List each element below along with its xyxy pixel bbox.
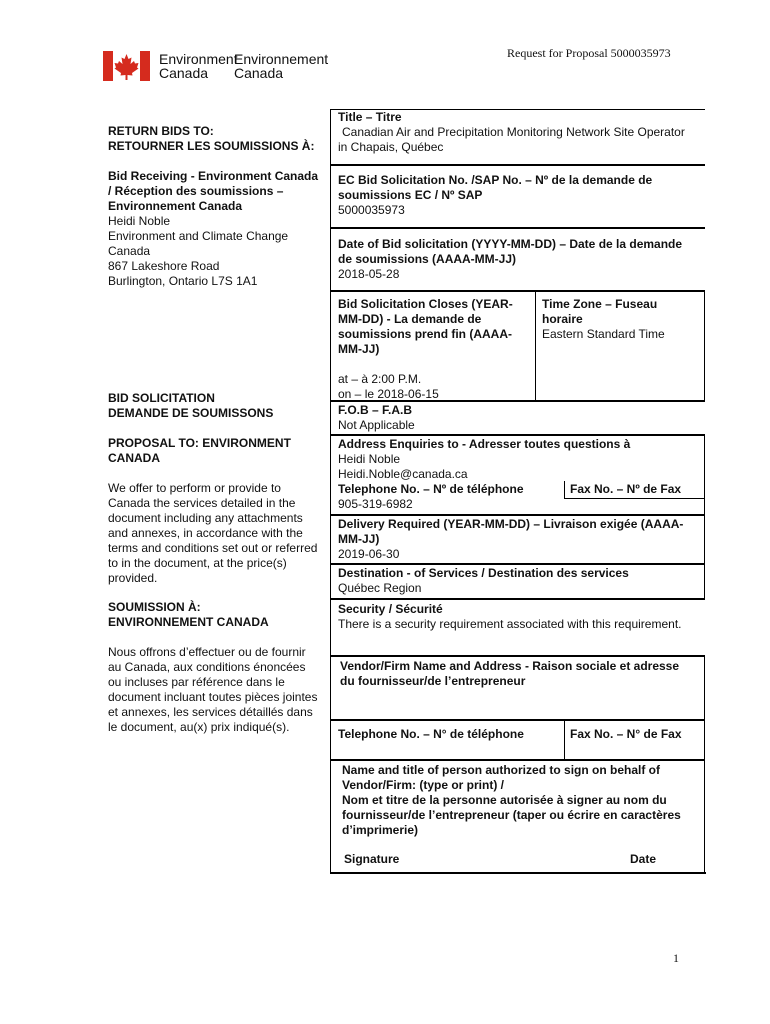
divider: [330, 598, 705, 600]
closes-label: soumissions prend fin (AAAA-: [338, 327, 513, 341]
page-number: 1: [673, 951, 679, 965]
offer-en-line: terms and conditions set out or referred: [108, 541, 318, 555]
logo-en-line1: Environment: [159, 51, 238, 67]
vendor-fax-label: Fax No. – N° de Fax: [570, 727, 682, 741]
timezone-label: Time Zone – Fuseau: [542, 297, 658, 311]
offer-en-line: to in the document, at the price(s): [108, 556, 287, 570]
logo-fr-line2: Canada: [234, 65, 284, 81]
destination-value: Québec Region: [338, 581, 422, 595]
closes-label: Bid Solicitation Closes (YEAR-: [338, 297, 513, 311]
solicitation-date-value: 2018-05-28: [338, 267, 400, 281]
divider: [330, 759, 705, 761]
divider: [330, 227, 705, 229]
divider: [535, 290, 536, 400]
return-bids-heading-en: RETURN BIDS TO:: [108, 124, 214, 138]
closes-time: at – à 2:00 P.M.: [338, 372, 422, 386]
title-label: Title – Titre: [338, 110, 402, 124]
proposal-to-heading: PROPOSAL TO: ENVIRONMENT: [108, 436, 291, 450]
timezone-label: horaire: [542, 312, 583, 326]
bid-receiving-line: / Réception des soumissions –: [108, 184, 284, 198]
offer-fr-line: au Canada, aux conditions énoncées: [108, 660, 306, 674]
offer-fr-line: et annexes, les services détaillés dans: [108, 705, 313, 719]
offer-en-line: document including any attachments: [108, 511, 303, 525]
timezone-value: Eastern Standard Time: [542, 327, 665, 341]
solicitation-date-label: de soumissions (AAAA-MM-JJ): [338, 252, 517, 266]
delivery-label: Delivery Required (YEAR-MM-DD) – Livraison exigée (AAAA-: [338, 517, 684, 531]
address-line: Canada: [108, 244, 151, 258]
vendor-label: du fournisseur/de l’entrepreneur: [340, 674, 526, 688]
logo-en-line2: Canada: [159, 65, 209, 81]
vendor-telephone-label: Telephone No. – N° de téléphone: [338, 727, 524, 741]
authorized-person-label: Nom et titre de la personne autorisée à signer au nom du: [342, 793, 667, 807]
offer-en-line: provided.: [108, 571, 158, 585]
divider: [330, 290, 705, 292]
divider: [330, 655, 705, 657]
solicitation-number-value: 5000035973: [338, 203, 405, 217]
title-value: in Chapais, Québec: [338, 140, 444, 154]
authorized-person-label: fournisseur/de l’entrepreneur (taper ou écrire en caractères: [342, 808, 681, 822]
divider: [704, 290, 705, 400]
closes-date: on – le 2018-06-15: [338, 387, 439, 401]
enquiries-name: Heidi Noble: [338, 452, 401, 466]
address-line: Environment and Climate Change: [108, 229, 289, 243]
divider: [564, 719, 565, 759]
title-value: Canadian Air and Precipitation Monitoring Network Site Operator: [342, 125, 685, 139]
divider: [704, 434, 705, 598]
bid-receiving-line: Bid Receiving - Environment Canada: [108, 169, 319, 183]
bid-receiving-line: Environnement Canada: [108, 199, 243, 213]
telephone-label: Telephone No. – Nº de téléphone: [338, 482, 524, 496]
offer-en-line: and annexes, in accordance with the: [108, 526, 303, 540]
address-line: Burlington, Ontario L7S 1A1: [108, 274, 258, 288]
authorized-person-label: Vendor/Firm: (type or print) /: [342, 778, 505, 792]
fob-value: Not Applicable: [338, 418, 415, 432]
fax-label: Fax No. – Nº de Fax: [570, 482, 682, 496]
bid-solicitation-heading: DEMANDE DE SOUMISSONS: [108, 406, 274, 420]
date-sign-label: Date: [630, 852, 657, 866]
solicitation-number-label: soumissions EC / Nº SAP: [338, 188, 483, 202]
address-line: Heidi Noble: [108, 214, 171, 228]
request-for-proposal-label: Request for Proposal 5000035973: [507, 46, 671, 60]
divider: [330, 719, 705, 721]
offer-en-line: Canada the services detailed in the: [108, 496, 296, 510]
divider: [330, 563, 705, 565]
solicitation-number-label: EC Bid Solicitation No. /SAP No. – Nº de la demande de: [338, 173, 653, 187]
logo-fr-line1: Environnement: [234, 51, 329, 67]
solicitation-date-label: Date of Bid solicitation (YYYY-MM-DD) – Date de la demande: [338, 237, 683, 251]
authorized-person-label: Name and title of person authorized to sign on behalf of: [342, 763, 661, 777]
destination-label: Destination - of Services / Destination des services: [338, 566, 629, 580]
canada-flag-icon: [103, 51, 150, 81]
offer-en-line: We offer to perform or provide to: [108, 481, 281, 495]
proposal-to-heading: CANADA: [108, 451, 160, 465]
divider: [330, 872, 706, 874]
soumission-heading: ENVIRONNEMENT CANADA: [108, 615, 269, 629]
environment-canada-logo: [103, 51, 329, 83]
security-value: There is a security requirement associated with this requirement.: [338, 617, 682, 631]
soumission-heading: SOUMISSION À:: [108, 600, 201, 614]
enquiries-label: Address Enquiries to - Adresser toutes questions à: [338, 437, 631, 451]
vendor-label: Vendor/Firm Name and Address - Raison sociale et adresse: [340, 659, 680, 673]
divider: [330, 514, 705, 516]
divider: [330, 164, 705, 166]
signature-label: Signature: [344, 852, 400, 866]
closes-label: MM-JJ): [338, 342, 380, 356]
fob-label: F.O.B – F.A.B: [338, 403, 413, 417]
address-line: 867 Lakeshore Road: [108, 259, 220, 273]
offer-fr-line: le document, au(x) prix indiqué(s).: [108, 720, 290, 734]
return-bids-heading-fr: RETOURNER LES SOUMISSIONS À:: [108, 139, 315, 153]
divider: [704, 655, 705, 873]
bid-solicitation-heading: BID SOLICITATION: [108, 391, 215, 405]
offer-fr-line: ou incluses par référence dans le: [108, 675, 285, 689]
offer-fr-line: Nous offrons d’effectuer ou de fournir: [108, 645, 306, 659]
enquiries-email: Heidi.Noble@canada.ca: [338, 467, 468, 481]
offer-fr-line: document incluant toutes pièces jointes: [108, 690, 318, 704]
authorized-person-label: d’imprimerie): [342, 823, 419, 837]
security-label: Security / Sécurité: [338, 602, 443, 616]
telephone-value: 905-319-6982: [338, 497, 413, 511]
closes-label: MM-DD) - La demande de: [338, 312, 482, 326]
delivery-label: MM-JJ): [338, 532, 380, 546]
divider: [330, 434, 705, 436]
delivery-value: 2019-06-30: [338, 547, 400, 561]
